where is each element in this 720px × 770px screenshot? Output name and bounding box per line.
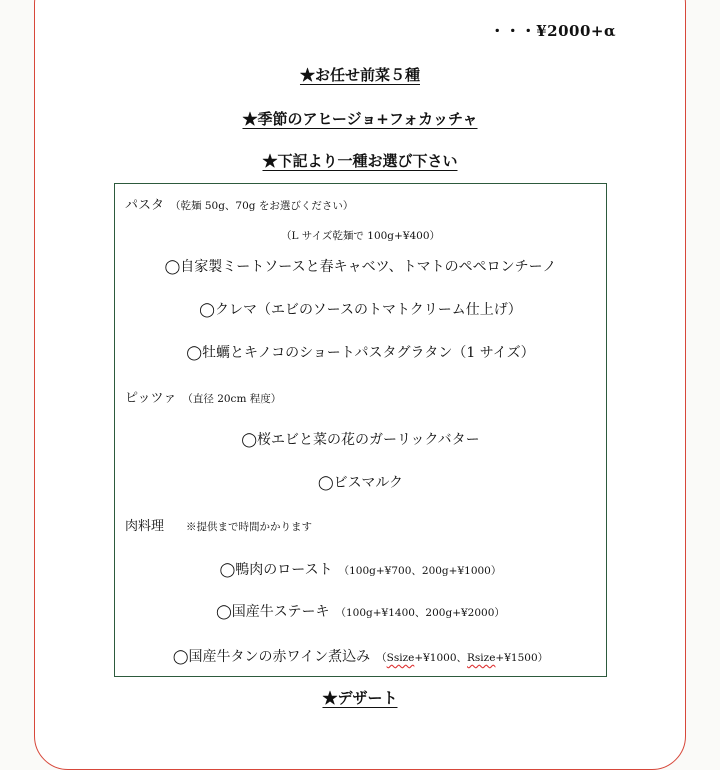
pizza-label: ピッツァ [125,391,177,406]
steak-name: ◯国産牛ステーキ [216,604,330,620]
meat-note: ※提供まで時間かかります [186,521,313,533]
duck-detail: （100g+¥700、200g+¥1000） [338,565,502,577]
tongue-r-label: Rsize [467,652,496,664]
menu-box [114,183,607,677]
heading-antipasti: ★お任せ前菜５種 [299,66,420,84]
pizza-item-sakura-ebi: ◯桜エビと菜の花のガーリックバター [241,432,480,448]
meat-item-tongue [115,646,606,666]
tongue-open: （ [376,652,387,664]
pizza-item-bismarck: ◯ビスマルク [317,475,404,491]
tongue-s-price: +¥1000、 [414,652,468,664]
pasta-item-oyster-gratin: ◯牡蠣とキノコのショートパスタグラタン（1 サイズ） [186,345,535,361]
course-price: ・・・¥2000+α [489,22,616,40]
meat-label: 肉料理 [125,519,165,534]
pasta-item-crema: ◯クレマ（エビのソースのトマトクリーム仕上げ） [199,302,522,318]
heading-ajillo: ★季節のアヒージョ+フォカッチャ [242,110,478,128]
tongue-name: ◯国産牛タンの赤ワイン煮込み [172,649,371,665]
tongue-detail [376,652,548,664]
duck-name: ◯鴨肉のロースト [219,562,333,578]
meat-item-steak [115,601,606,621]
pizza-category [125,387,281,406]
pasta-category [125,194,353,213]
tongue-r-price: +¥1500） [495,652,549,664]
pasta-label: パスタ [125,198,165,213]
pasta-subnote: （L サイズ乾麺で 100g+¥400） [280,230,441,242]
pasta-item-meat-sauce: ◯自家製ミートソースと春キャベツ、トマトのペペロンチーノ [164,259,557,275]
heading-dessert: ★デザート [322,689,398,707]
meat-item-duck [115,559,606,579]
heading-choose: ★下記より一種お選び下さい [262,152,458,170]
pasta-note: （乾麺 50g、70g をお選びください） [170,200,354,212]
steak-detail: （100g+¥1400、200g+¥2000） [335,607,505,619]
meat-category [125,515,312,534]
tongue-s-label: Ssize [386,652,415,664]
pizza-note: （直径 20cm 程度） [182,393,282,405]
